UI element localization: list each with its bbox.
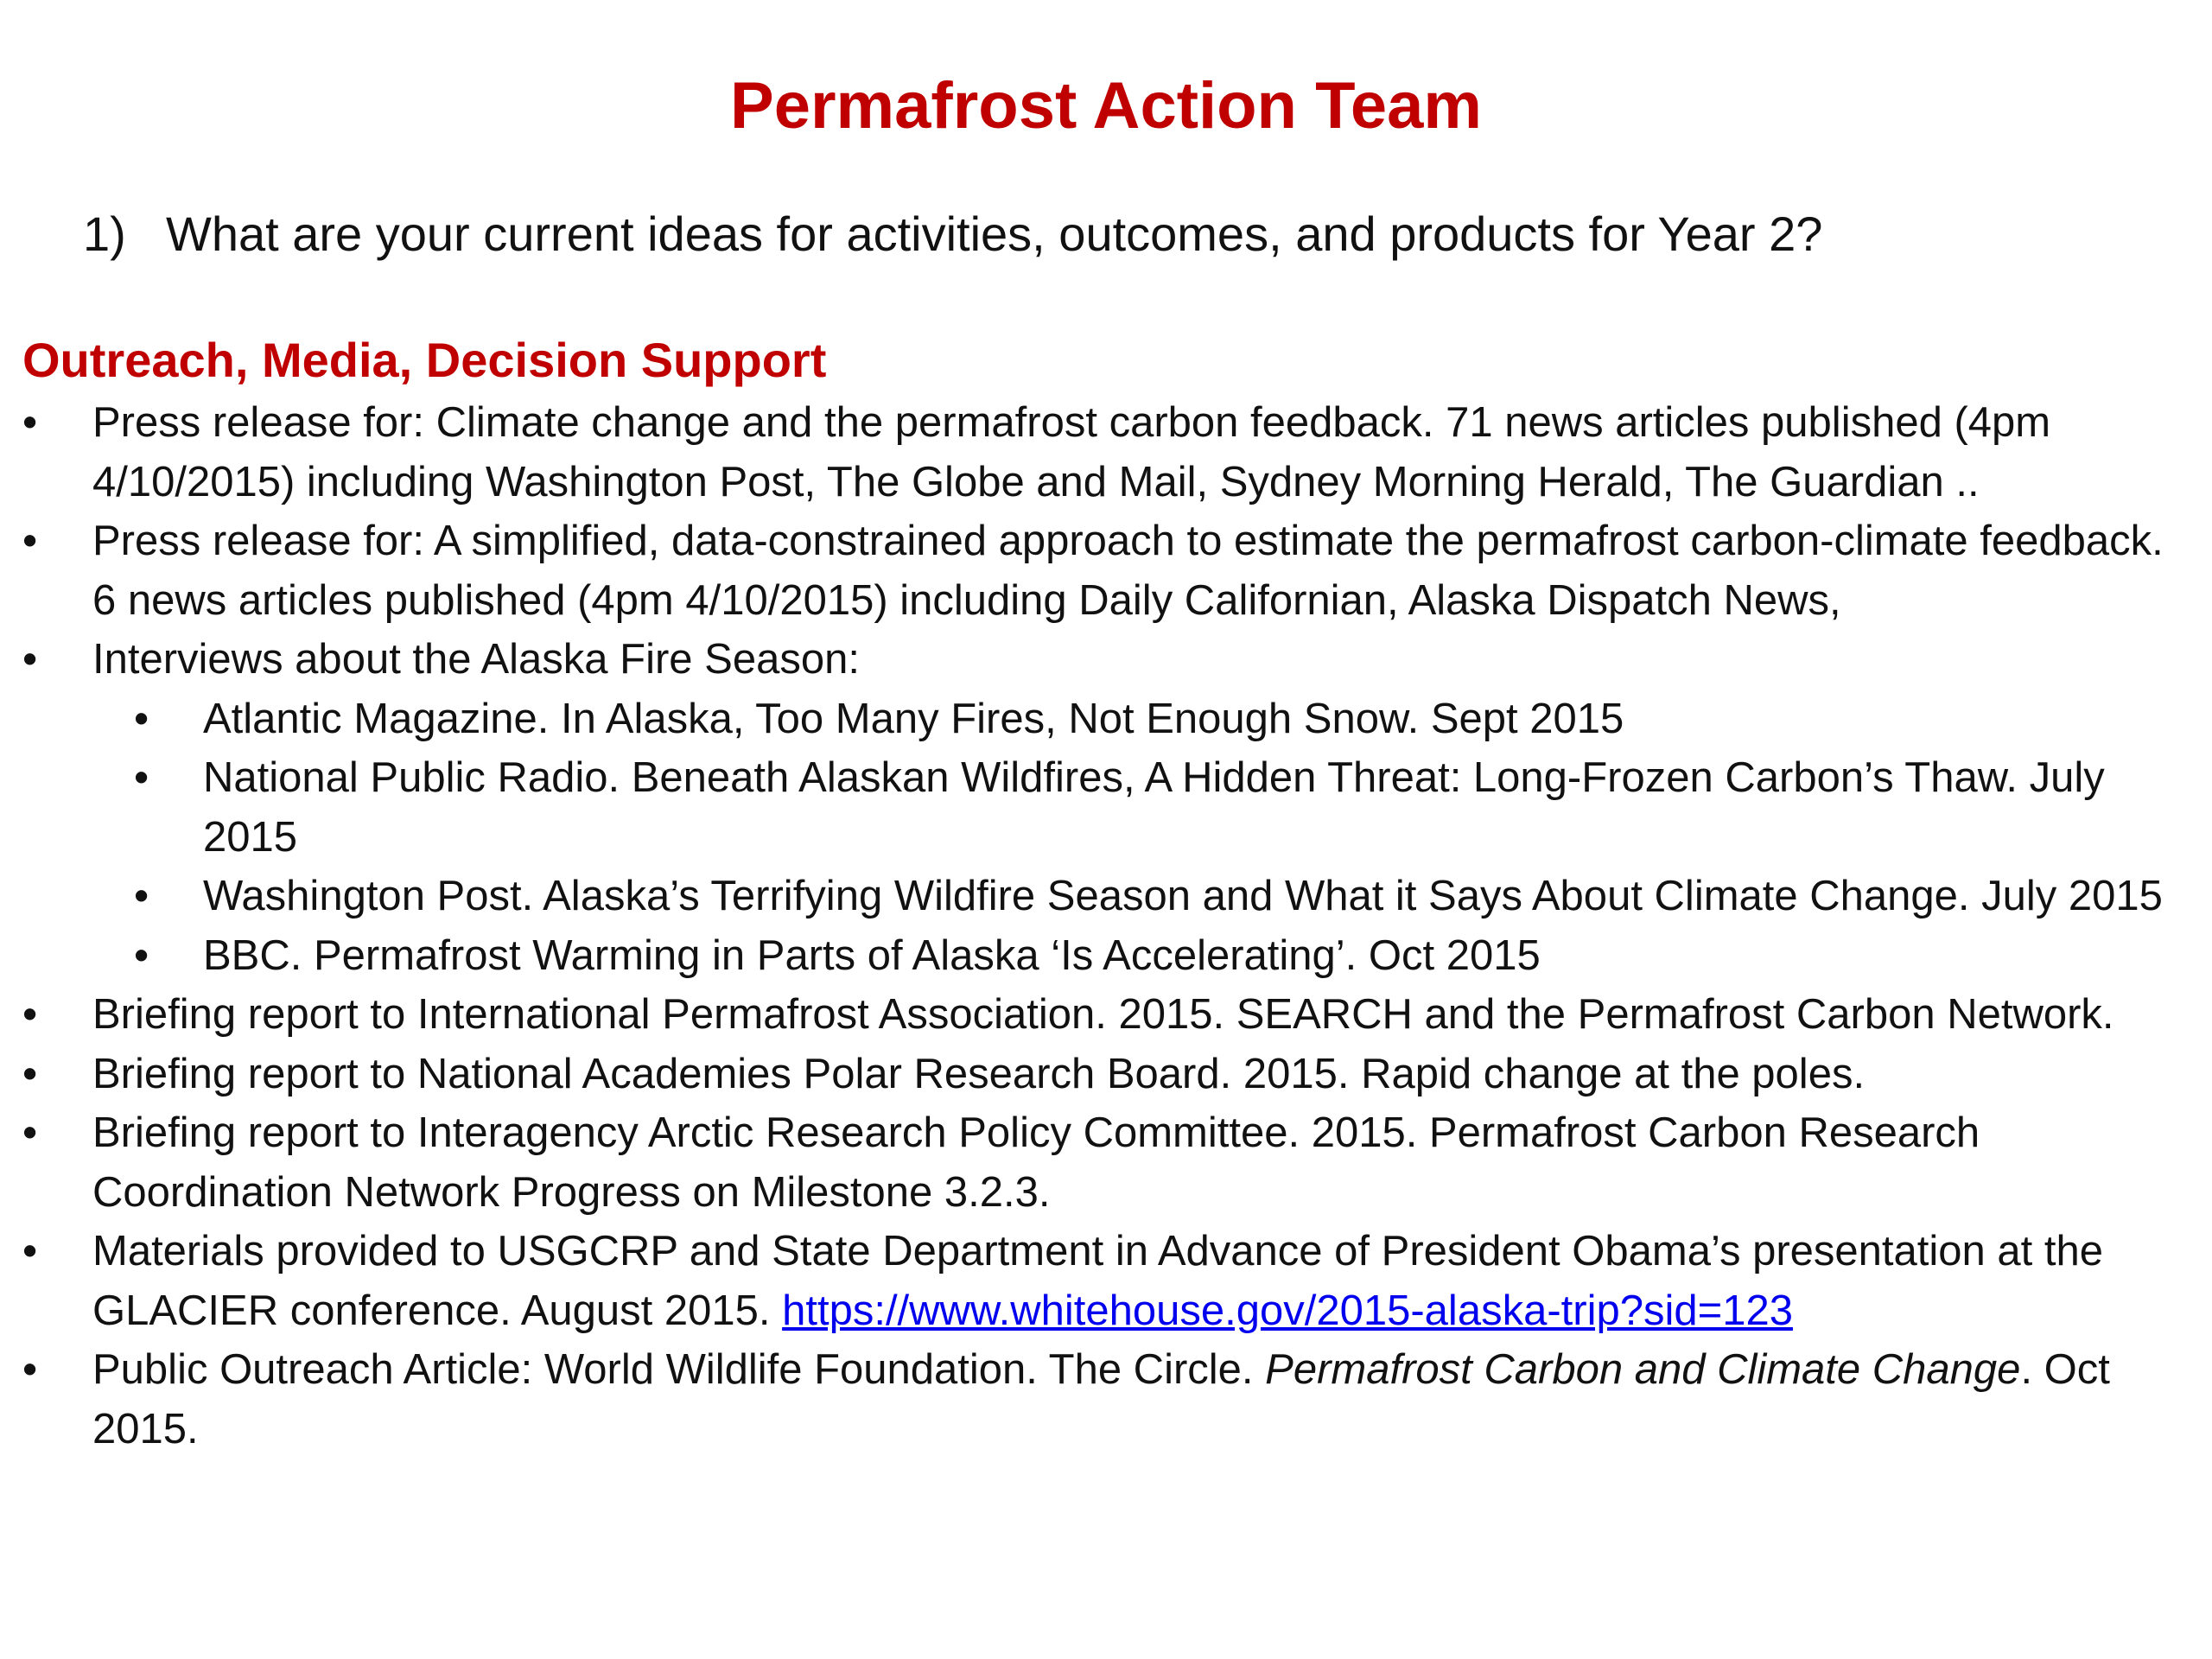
list-item-text: Press release for: A simplified, data-constrained approach to estimate the permafrost carbon-climate feedback. 6 news articles published (4pm 4/10/2015) including Daily Californian, Alaska Dispatch News, <box>92 518 2164 624</box>
bullet-icon: • <box>134 695 149 742</box>
list-item <box>0 393 2212 512</box>
list-item-text: Briefing report to National Academies Polar Research Board. 2015. Rapid change at the poles. <box>92 1050 1866 1097</box>
sublist-item-text: Atlantic Magazine. In Alaska, Too Many Fires, Not Enough Snow. Sept 2015 <box>203 695 1624 742</box>
sublist-container <box>0 690 2212 986</box>
sublist-item-text: BBC. Permafrost Warming in Parts of Alaska ‘Is Accelerating’. Oct 2015 <box>203 931 1541 979</box>
bullet-icon: • <box>22 518 38 564</box>
question-number: 1) <box>83 207 126 261</box>
sublist-item-text: National Public Radio. Beneath Alaskan Wildfires, A Hidden Threat: Long-Frozen Carbon’s Thaw. July 2015 <box>203 754 2105 861</box>
list-item-text: Briefing report to Interagency Arctic Research Policy Committee. 2015. Permafrost Carbon Research Coordination Network Progress on Milestone 3.2.3. <box>92 1109 1980 1216</box>
sublist-item <box>0 748 2212 867</box>
slide-title: Permafrost Action Team <box>730 69 1482 143</box>
list-item <box>0 512 2212 630</box>
list-item-text-end: . Oct 2015. <box>92 1346 2110 1452</box>
bullet-icon: • <box>22 1228 38 1274</box>
fire-season-interviews-list <box>0 690 2212 986</box>
article-title: Permafrost Carbon and Climate Change <box>1265 1346 2021 1393</box>
sublist-item <box>0 690 2212 749</box>
list-item <box>0 1222 2212 1340</box>
bullet-icon: • <box>134 873 149 919</box>
bullet-icon: • <box>22 1050 38 1097</box>
bullet-icon: • <box>22 1346 38 1393</box>
list-item <box>0 1045 2212 1104</box>
whitehouse-link[interactable]: https://www.whitehouse.gov/2015-alaska-trip?sid=123 <box>782 1287 1793 1334</box>
list-item <box>0 630 2212 690</box>
sublist-item <box>0 867 2212 926</box>
bullet-icon: • <box>22 399 38 446</box>
section-heading: Outreach, Media, Decision Support <box>22 333 827 387</box>
bullet-icon: • <box>134 931 149 979</box>
sublist-item-text: Washington Post. Alaska’s Terrifying Wildfire Season and What it Says About Climate Change. July 2015 <box>203 873 2163 919</box>
sublist-item <box>0 926 2212 986</box>
bullet-icon: • <box>22 636 38 683</box>
question <box>83 204 1822 264</box>
bullet-icon: • <box>134 754 149 801</box>
list-item-text: Public Outreach Article: World Wildlife Foundation. The Circle. <box>92 1346 1266 1393</box>
outreach-list <box>0 393 2212 1459</box>
bullet-icon: • <box>22 991 38 1038</box>
list-item <box>0 985 2212 1045</box>
list-item <box>0 1340 2212 1459</box>
list-item-text: Briefing report to International Permafrost Association. 2015. SEARCH and the Permafrost Carbon Network. <box>92 991 2114 1038</box>
list-item <box>0 1103 2212 1222</box>
list-item-text: Press release for: Climate change and the permafrost carbon feedback. 71 news articles published (4pm 4/10/2015) including Washington Post, The Globe and Mail, Sydney Morning Herald, The Guardian .. <box>92 399 2051 505</box>
bullet-icon: • <box>22 1109 38 1156</box>
question-text: What are your current ideas for activities, outcomes, and products for Year 2? <box>166 207 1823 261</box>
list-item-text: Materials provided to USGCRP and State Department in Advance of President Obama’s presentation at the GLACIER conference. August 2015. <box>92 1228 2103 1334</box>
list-item-text: Interviews about the Alaska Fire Season: <box>92 636 860 683</box>
